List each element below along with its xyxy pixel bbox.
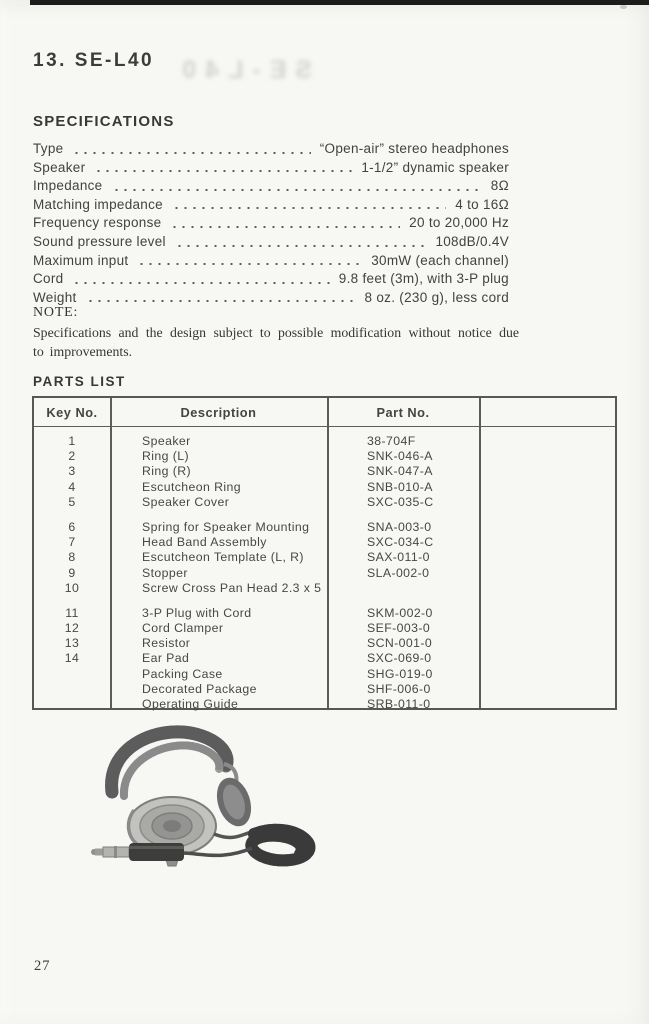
cell-description: Ring (R) <box>142 464 191 479</box>
table-row <box>34 581 615 596</box>
cell-key-no: 7 <box>68 535 76 550</box>
table-row <box>34 464 615 479</box>
table-row <box>34 495 615 510</box>
cell-description: Stopper <box>142 565 188 580</box>
specifications-list <box>33 141 509 308</box>
table-row <box>34 606 615 621</box>
cell-description: Speaker <box>142 434 191 448</box>
cell-description: Escutcheon Ring <box>142 479 241 494</box>
dot-leader <box>86 298 356 304</box>
note-text: Specifications and the design subject to possible modification without notice due to improvements. <box>33 325 519 359</box>
cell-part-no: 38-704F <box>367 434 416 448</box>
cell-part-no: SLA-002-0 <box>367 565 430 580</box>
cell-description: Screw Cross Pan Head 2.3 x 5 <box>142 580 322 595</box>
spec-label: Type <box>33 141 64 156</box>
cell-key-no: 14 <box>64 651 80 666</box>
table-row <box>34 621 615 636</box>
cell-description: Decorated Package <box>142 681 257 696</box>
spec-value: 108dB/0.4V <box>435 233 509 249</box>
spec-label: Matching impedance <box>33 196 163 212</box>
spec-value: 20 to 20,000 Hz <box>409 215 509 231</box>
cell-part-no: SXC-069-0 <box>367 651 432 666</box>
cell-part-no: SEF-003-0 <box>367 621 431 636</box>
cell-part-no: SCN-001-0 <box>367 636 433 651</box>
table-row <box>34 480 615 495</box>
dot-leader <box>172 205 446 211</box>
cell-description: Ring (L) <box>142 449 189 464</box>
spec-row <box>33 271 509 290</box>
table-row <box>34 449 615 464</box>
cell-key-no: 6 <box>68 519 76 534</box>
cell-key-no: 10 <box>64 580 80 595</box>
spec-value: 30mW (each channel) <box>371 252 509 268</box>
parts-table-header <box>34 398 615 427</box>
cell-part-no: SHG-019-0 <box>367 666 433 681</box>
spec-row <box>33 141 509 160</box>
cell-description: 3-P Plug with Cord <box>142 605 252 620</box>
table-row <box>34 636 615 651</box>
cell-key-no: 1 <box>68 434 76 448</box>
cell-part-no: SXC-034-C <box>367 535 434 550</box>
cell-part-no: SNK-047-A <box>367 464 433 479</box>
spec-label: Maximum input <box>33 252 129 268</box>
cell-key-no: 11 <box>65 605 79 620</box>
dot-leader <box>137 261 362 267</box>
spec-label: Frequency response <box>33 215 162 231</box>
page-number: 27 <box>34 958 51 974</box>
cell-description: Escutcheon Template (L, R) <box>142 550 304 565</box>
parts-table <box>32 396 617 710</box>
ghost-showthrough-text: SE-L40 <box>173 56 312 84</box>
spec-value: 8 oz. (230 g), less cord <box>364 289 509 305</box>
spec-value: 8Ω <box>490 178 509 194</box>
spec-label: Sound pressure level <box>33 233 166 249</box>
cell-key-no: 2 <box>68 449 76 464</box>
table-row <box>34 434 615 449</box>
cell-part-no: SNB-010-A <box>367 479 433 494</box>
cell-key-no: 5 <box>68 494 76 509</box>
spec-label: Weight <box>33 289 77 305</box>
spec-row <box>33 197 509 216</box>
spec-value: “Open-air” stereo headphones <box>319 141 509 156</box>
cell-key-no: 12 <box>64 621 80 636</box>
spec-row <box>33 215 509 234</box>
scan-artifact <box>620 5 627 9</box>
cell-description: Operating Guide <box>142 697 239 711</box>
spec-value: 4 to 16Ω <box>455 196 509 212</box>
cell-part-no: SHF-006-0 <box>367 681 431 696</box>
cell-part-no: SNA-003-0 <box>367 519 432 534</box>
headphones-photo <box>84 714 322 876</box>
cell-part-no: SXC-035-C <box>367 494 434 509</box>
spec-value: 9.8 feet (3m), with 3-P plug <box>338 271 509 287</box>
dot-leader <box>112 187 482 193</box>
table-row <box>34 535 615 550</box>
col-header-description: Description <box>180 404 257 420</box>
note-heading: NOTE: <box>33 305 79 320</box>
cell-description: Head Band Assembly <box>142 535 267 550</box>
cell-description: Packing Case <box>142 666 223 681</box>
cell-part-no: SKM-002-0 <box>367 605 433 620</box>
table-row <box>34 682 615 697</box>
parts-list-heading: PARTS LIST <box>33 374 126 389</box>
parts-table-body <box>34 427 615 712</box>
table-row <box>34 520 615 535</box>
dot-leader <box>170 224 400 230</box>
table-divider <box>110 398 112 708</box>
spec-label: Impedance <box>33 178 103 194</box>
col-header-key-no: Key No. <box>46 404 98 420</box>
cell-key-no: 8 <box>68 550 76 565</box>
table-row <box>34 550 615 565</box>
dot-leader <box>94 168 352 174</box>
cell-key-no: 3 <box>68 464 76 479</box>
spec-label: Speaker <box>33 159 86 175</box>
cell-part-no: SNK-046-A <box>367 449 433 464</box>
dot-leader <box>72 280 329 286</box>
cell-key-no: 4 <box>68 479 76 494</box>
table-divider <box>327 398 329 708</box>
cell-key-no: 13 <box>64 636 80 651</box>
table-row <box>34 651 615 666</box>
cell-description: Spring for Speaker Mounting <box>142 519 310 534</box>
cell-description: Ear Pad <box>142 651 190 666</box>
cell-description: Cord Clamper <box>142 621 224 636</box>
scan-edge-bar <box>30 0 649 5</box>
spec-row <box>33 160 509 179</box>
note-block <box>33 305 519 361</box>
table-row <box>34 697 615 712</box>
dot-leader <box>175 243 427 249</box>
table-row <box>34 667 615 682</box>
specifications-heading: SPECIFICATIONS <box>33 113 175 130</box>
cell-description: Resistor <box>142 636 191 651</box>
spec-row <box>33 178 509 197</box>
dot-leader <box>72 150 310 156</box>
spec-value: 1-1/2” dynamic speaker <box>361 159 509 175</box>
table-divider <box>479 398 481 708</box>
page-title: 13. SE-L40 <box>33 50 155 71</box>
cell-description: Speaker Cover <box>142 494 230 509</box>
cell-key-no: 9 <box>68 565 76 580</box>
cell-part-no: SRB-011-0 <box>367 697 431 711</box>
table-row <box>34 566 615 581</box>
spec-row <box>33 234 509 253</box>
spec-label: Cord <box>33 271 64 287</box>
cell-part-no: SAX-011-0 <box>367 550 430 565</box>
col-header-part-no: Part No. <box>376 404 430 420</box>
spec-row <box>33 253 509 272</box>
